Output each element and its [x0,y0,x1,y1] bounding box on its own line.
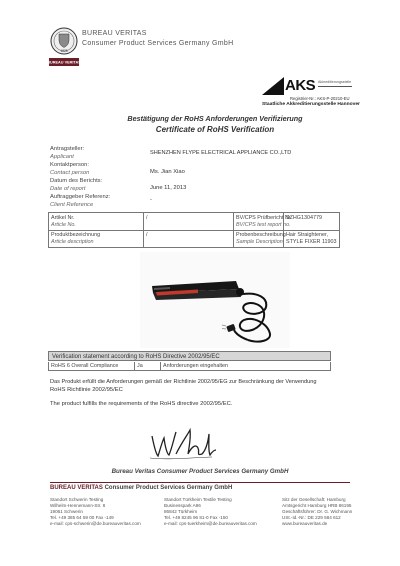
footer-rule [50,482,350,483]
cell-en: Sample Description [236,238,283,245]
footer-line: www.bureauveritas.de [282,521,328,526]
title-german: Bestätigung der RoHS Anforderungen Verifizierung [127,114,303,123]
footer-line: Wilhelm-Hennemann-Str. 8 [50,503,106,508]
footer-line: e-mail: cps-schwerin@de.bureauveritas.com [50,521,141,526]
info-value-contact: Ms. Jian Xiao [150,169,185,175]
bureau-veritas-seal-icon [49,26,79,70]
aks-rule [318,86,352,87]
cell-de: Artikel Nr. [51,214,75,221]
conclusion-english: The product fulfills the requirements of the RoHS directive 2002/95/EC. [50,401,233,407]
info-label-de: Antragsteller: [50,146,85,152]
article-desc-label [49,230,144,247]
footer-line: 19061 Schwerin [50,509,83,514]
header-division: Consumer Product Services Germany GmbH [82,40,234,47]
verification-result-row [48,362,331,371]
signature-image [146,424,218,464]
seal-band-text: BUREAU VERITAS [47,60,81,65]
aks-reg-number: Registrier-Nr.: AKS-P-20210-EU [290,96,350,101]
accreditation-block [262,76,360,108]
footer-line: Standort Türkheim Textile Testing [164,497,232,502]
hair-straightener-image [140,252,290,348]
table-row [49,213,339,231]
result-value: Ja [135,362,161,370]
cell-de: BV/CPS Prüfbericht Nr. [236,214,292,221]
aks-triangle-icon [262,77,284,95]
cell-en: BV/CPS test report no. [236,221,291,228]
header-logo [49,26,79,70]
report-no-label [234,213,292,230]
info-label-en: Applicant [50,153,74,160]
cell-line: STYLE FIXER 11903 [286,238,337,245]
info-value-reference: - [150,197,152,203]
footer-line: Tel. +49 385 64 59 00 Fax -149 [50,515,114,520]
report-no-value: SZHG1304779 [286,214,322,221]
footer-line: Sitz der Gesellschaft: Hamburg [282,497,346,502]
footer-line: Tel. +49 8245 96 81-0 Fax -150 [164,515,228,520]
sample-desc-label [234,230,284,247]
footer-line: Businesspark A96 [164,503,201,508]
footer-column-2 [164,497,257,527]
footer-column-3 [282,497,352,527]
info-label-de: Datum des Berichts: [50,178,103,184]
signoff-company: Bureau Veritas Consumer Product Services Germany GmbH [111,468,289,475]
seal-year: 1828 [60,49,68,53]
footer-line: 86842 Türkheim [164,509,198,514]
info-label-contact [50,162,89,177]
footer-brand: BUREAU VERITAS [50,485,103,491]
result-text: Anforderungen eingehalten [163,363,229,369]
cell-de: Produktbezeichnung [51,231,101,238]
conclusion-german-line2: RoHS Richtlinie 2002/95/EC [50,387,123,393]
info-label-applicant [50,146,84,161]
article-desc-value: / [144,230,234,247]
info-label-en: Contact person [50,169,90,176]
footer-line: Amtsgericht Hamburg HRB 86195 [282,503,352,508]
signature [146,424,218,464]
cell-line: Hair Straightener, [286,231,328,238]
verification-statement-heading: Verification statement according to RoHS Directive 2002/95/EC [48,351,331,361]
footer-heading [50,485,232,491]
product-photo [140,252,290,348]
details-table [48,212,340,248]
result-criterion: RoHS 6 Overall Compliance [49,362,135,370]
info-label-de: Auftraggeber Referenz: [50,194,111,200]
footer-line: Geschäftsführer: Dr. G. Wichmann [282,509,353,514]
conclusion-german-line1: Das Produkt erfüllt die Anforderungen gemäß der Richtlinie 2002/95/EG zur Beschränkung der Verwendung [50,379,317,385]
cell-de: Probenbeschreibung [236,231,286,238]
footer-column-1 [50,497,141,527]
info-label-en: Date of report [50,185,86,192]
info-label-reference [50,194,110,209]
sample-desc-value [284,230,339,247]
footer-line: Standort Schwerin Testing [50,497,104,502]
footer-company: Consumer Product Services Germany GmbH [104,485,233,491]
article-no-value: / [144,213,234,230]
info-label-date [50,178,102,193]
footer-line: e-mail: cps-tuerkheim@de.bureauveritas.com [164,521,257,526]
aks-authority: Staatliche Akkreditierungsstelle Hannover [262,102,360,107]
article-no-label [49,213,144,230]
footer-line: USt.-Id.-Nr.: DE 229 584 612 [282,515,341,520]
info-label-de: Kontaktperson: [50,162,89,168]
info-label-en: Client Reference [50,201,94,208]
aks-tagline: Akkreditierungsstelle [318,80,352,84]
table-row [49,230,339,247]
header-company: BUREAU VERITAS [82,30,147,37]
cell-en: Article description [51,238,94,245]
aks-logo-text: AKS [285,77,316,94]
cell-en: Article No. [51,221,76,228]
title-english: Certificate of RoHS Verification [155,125,275,134]
info-value-applicant: SHENZHEN FLYPE ELECTRICAL APPLIANCE CO.,LTD [150,150,292,156]
info-value-date: June 11, 2013 [150,185,187,191]
